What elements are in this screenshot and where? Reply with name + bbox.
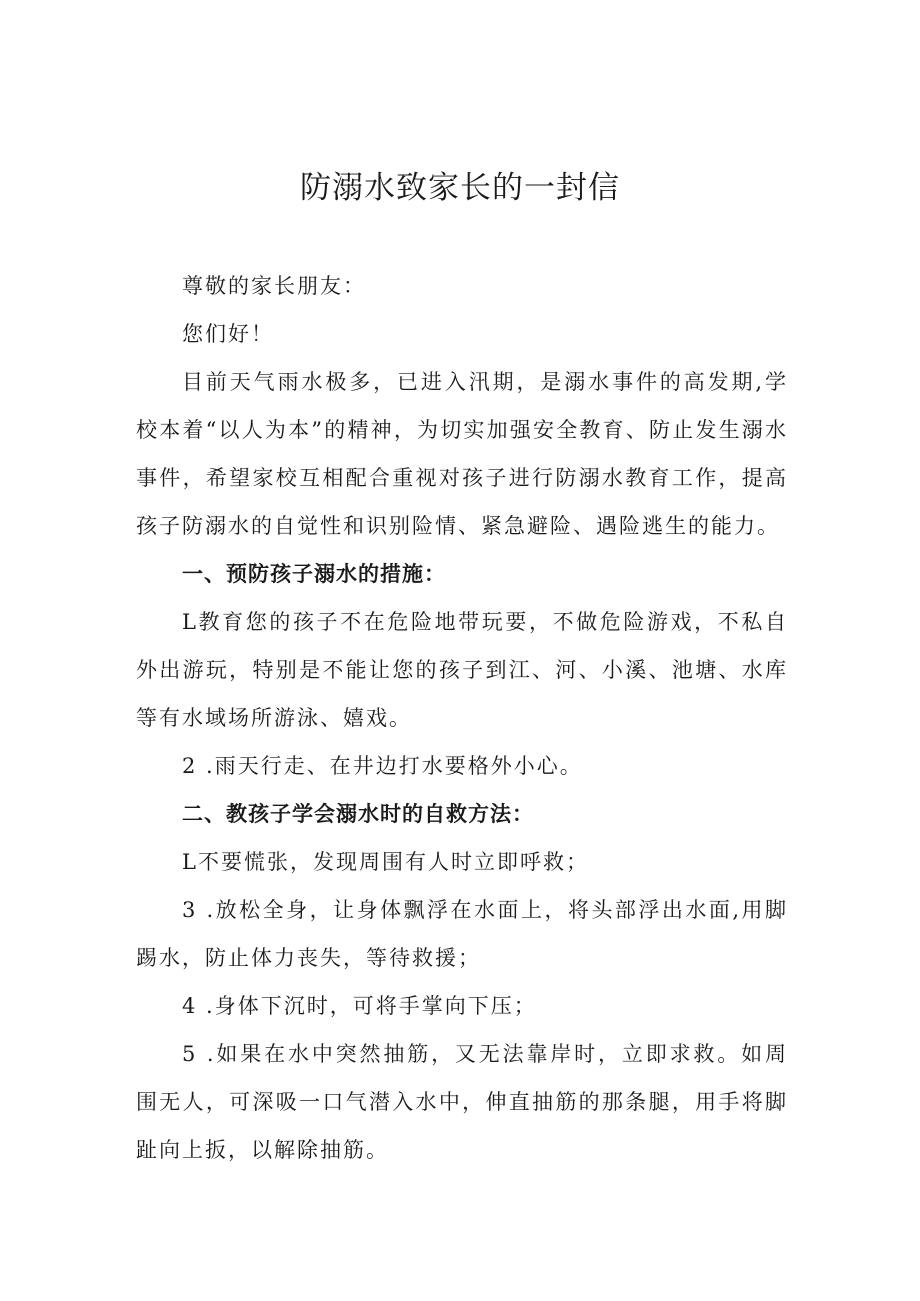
section-heading-prevention: 一、预防孩子溺水的措施： — [182, 562, 446, 586]
section-heading-self-rescue: 二、教孩子学会溺水时的自救方法： — [182, 802, 534, 826]
prevention-item: L教育您的孩子不在危险地带玩要，不做危险游戏，不私自外出游玩，特别是不能让您的孩子到江、河、小溪、池塘、水库等有水域场所游泳、嬉戏。 — [136, 610, 788, 730]
self-rescue-item: 5 .如果在水中突然抽筋，又无法靠岸时，立即求救。如周围无人，可深吸一口气潜入水中，伸直抽筋的那条腿，用手将脚趾向上扳，以解除抽筋。 — [136, 1042, 788, 1162]
document-title: 防溺水致家长的一封信 — [300, 170, 620, 206]
self-rescue-item: 3 .放松全身，让身体飘浮在水面上，将头部浮出水面,用脚踢水，防止体力丧失，等待救援； — [136, 898, 788, 970]
document-body — [136, 262, 788, 1174]
prevention-item: 2 .雨天行走、在井边打水要格外小心。 — [182, 754, 583, 778]
intro-paragraph: 目前天气雨水极多，已进入汛期，是溺水事件的高发期,学校本着“以人为本”的精神，为切实加强安全教育、防止发生溺水事件，希望家校互相配合重视对孩子进行防溺水教育工作，提高孩子防溺水的自觉性和识别险情、紧急避险、遇险逃生的能力。 — [136, 370, 788, 538]
salutation: 您们好！ — [182, 322, 274, 346]
self-rescue-item: 4 .身体下沉时，可将手掌向下压； — [182, 994, 537, 1018]
greeting: 尊敬的家长朋友： — [182, 274, 366, 298]
self-rescue-item: L不要慌张，发现周围有人时立即呼救； — [182, 850, 589, 874]
